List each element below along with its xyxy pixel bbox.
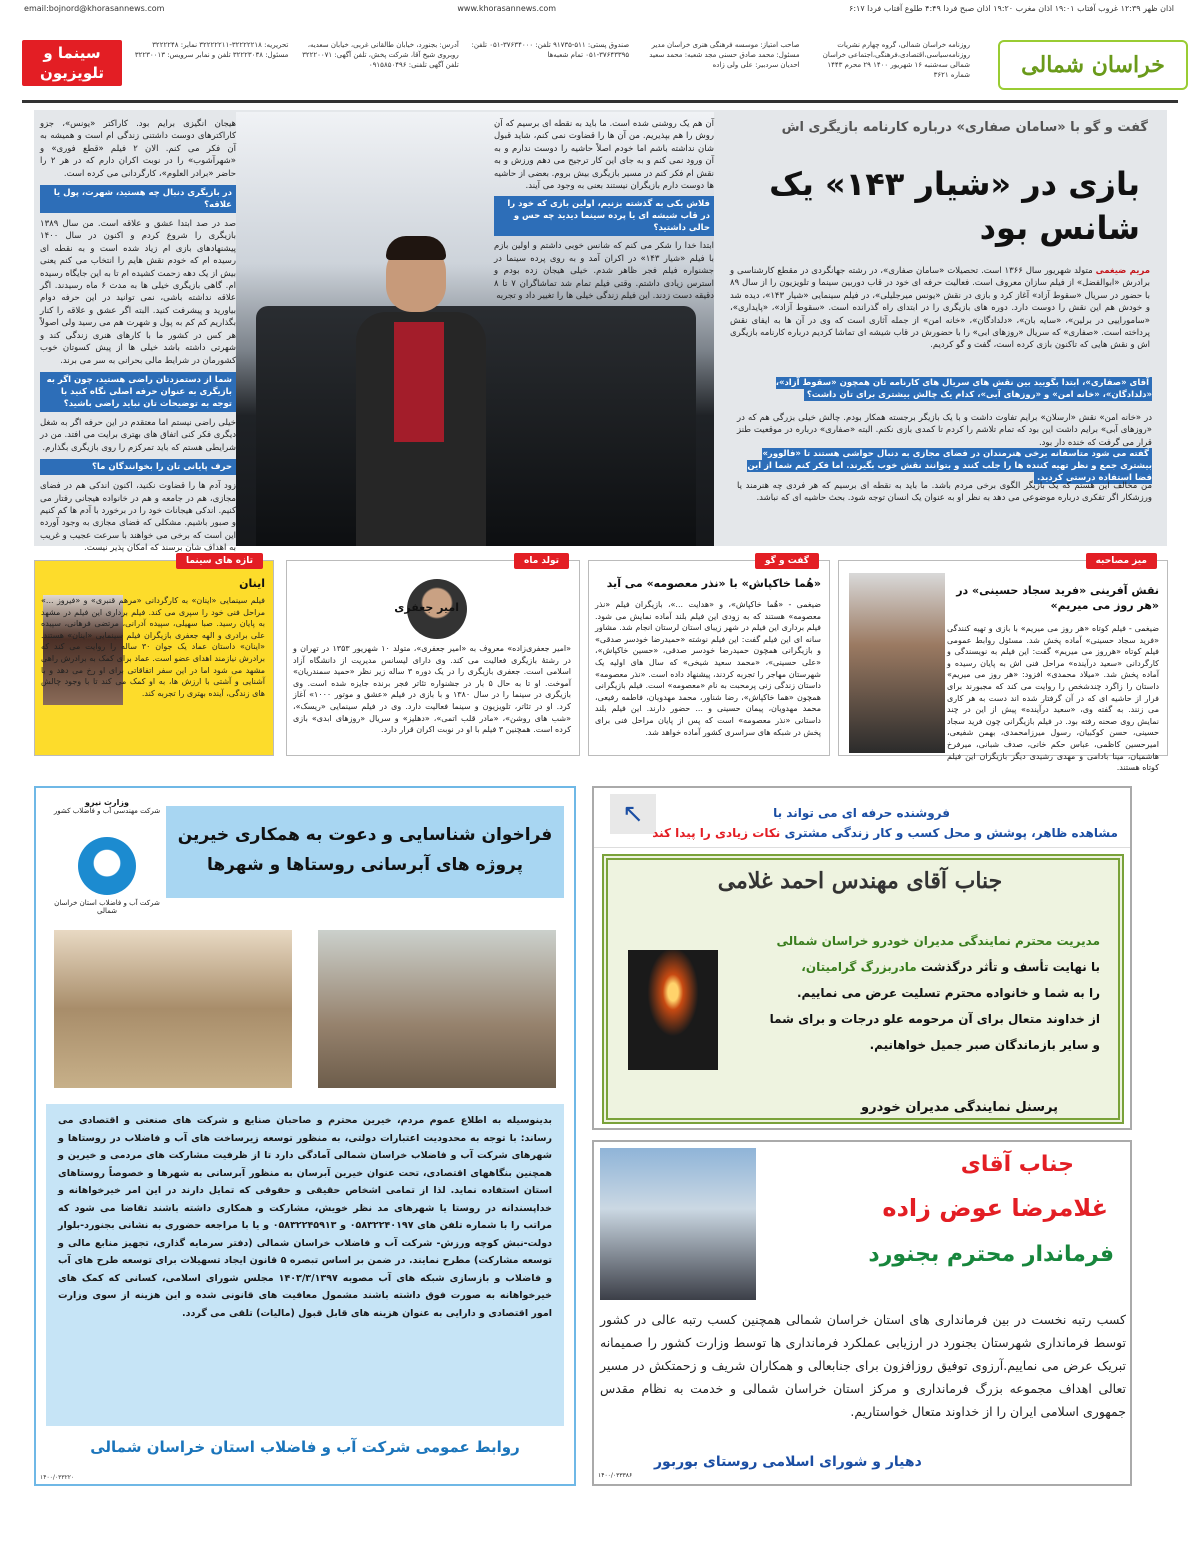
answer-2: من مخالف این هستم که یک بازیگر الگوی برخی مردم باشد. ما باید به نقطه ای برسیم که هر فردی چه هنرمند یا ورزشکار اگر تفکری درباره موضوعی می دهد به نظر او به عنوان یک انسان توجه شود. بحث حاشیه ای که نباشد. xyxy=(737,481,1152,504)
ad-signature: روابط عمومی شرکت آب و فاضلاب استان خراسان شمالی xyxy=(90,1438,520,1456)
congratulation-ad xyxy=(592,1140,1132,1486)
masthead-col: صندوق پستی: ۵۱۱-۹۱۷۳۵ تلفن: ۳۷۶۳۴۰۰۰-۰۵۱ تلفن: ۳۷۶۴۳۳۹۵-۰۵۱ تمام شعبه‌ها xyxy=(471,41,630,59)
section-text: «امیر جعفری‌زاده» معروف به «امیر جعفری»، متولد ۱۰ شهریور ۱۳۵۳ در تهران و در رشتهٔ بازیگری فعالیت می کند. وی دارای لیسانس مدیریت از دانشگاه آزاد اسلامی است. جعفری بازیگری را در یک دوره ۳ ساله زیر نظر «حمید سمندریان» آموخت. او تا به حال ۵ بار در جشنواره تئاتر فجر برنده جایزه شده است. وی بازیگری در سینما را در سال ۱۳۸۰ و با بازی در فیلم «عشق و موتور ۱۰۰۰» آغاز کرد. او در تئاتر، تلویزیون و سینما فعالیت دارد. وی در فیلم سینمایی «ریسک»، «شب های روشن»، «مادر قلب اتمی»، «دهلیز» و سریال «روزهای ابدی» بازی کرده است. همچنین ۳ فیلم با او در نوبت اکران قرار دارد. xyxy=(293,644,572,735)
newspaper-logo: خراسان شمالی xyxy=(998,40,1188,90)
section-title: نقش آفرینی «فرید سجاد حسینی» در «هر روز می میریم» xyxy=(956,584,1159,612)
section-text: ضیغمی - «هُما خاکپاش»، و «هدایت ...»، بازیگران فیلم «نذر معصومه» هستند که به زودی این فیلم بلند آماده نمایش می شود. فیلم برداری این فیلم در شهر زیبای استان لرستان انجام شد. مشاور سانه ای این فیلم گفت: این فیلم نوشته «حمیدرضا خودسر صدقی» و بازیگرانی همچون حمیدرضا خودسر صدقی، «حسین خاکپاش»، «علی حسینی»، «محمد سعید شیخی» که سال های اولیه یک شهرستان مهاجر را تجربه کردند، پیشنهاد داده است. «نذر معصومه» داستان زندگی زنی پرمحبت به نام «معصومه» است. فیلم بازیگرانی همچون «هما خاکپاش»، رضا شناور، محمد مهدویان، فاطمه رفیعی، محمد مهدویان، پیمان حسینی و ... حضور دارند. این فیلم بلند داستانی «نذر معصومه» است که پس از پایان مراحل فنی برای پخش در شبکه های سراسری کشور آماده خواهد شد. xyxy=(595,600,821,737)
section-tab: میز مصاحبه xyxy=(1086,553,1157,569)
actor-hair-shape xyxy=(386,236,446,260)
masthead-col: صاحب امتیاز: موسسه فرهنگی هنری خراسان مدیر مسئول: محمد صادق حسنی مجد شعبه: محمد سعید احدیان سردبیر: علی ولی زاده xyxy=(649,41,800,69)
ad-code: ۱۴۰۰/۰۳۳۳۸۶ xyxy=(598,1472,633,1479)
condolence-line xyxy=(630,954,1100,980)
water-photo-1 xyxy=(54,930,292,1088)
congrats-body: کسب رتبه نخست در بین فرمانداری های استان خراسان شمالی همچنین کسب رتبه عالی در کشور توسط فرمانداری شهرستان بجنورد در ارزیابی عملکرد فرمانداری ها توسط وزارت کشور را صمیمانه تبریک عرض می نماییم.آرزوی توفیق روزافزون برای جنابعالی و همکاران شریف و زحمتکش در مسیر تعالی اهداف مجموعه بزرگ فرمانداری و مرکز استان خراسان شمالی و خدمت به نظام مقدس جمهوری اسلامی ایران را از خداوند متعال خواستاریم. xyxy=(600,1312,1126,1419)
question-2 xyxy=(737,448,1152,484)
ad-title: فراخوان شناسایی و دعوت به همکاری خیرین پروژه های آبرسانی روستاها و شهرها xyxy=(166,806,564,898)
masthead-info xyxy=(130,40,970,100)
middle-column xyxy=(494,118,714,302)
middle-question: فلاش بکی به گذشته بزنیم، اولین بازی که خود را در قاب شیشه ای یا پرده سینما دیدید چه حس و حالی داشتید؟ xyxy=(494,196,714,236)
section-label: سینما و تلویزیون xyxy=(22,40,122,86)
banner-highlight: نکات زیادی را پیدا کند xyxy=(652,826,781,840)
masthead-col: روزنامه خراسان شمالی، گروه چهارم نشریات روزنامه‌سیاسی،اقتصادی،فرهنگی،اجتماعی خراسان شمالی سه‌شنبه ۱۶ شهریور ۱۴۰۰ ۲۹ محرم ۱۴۴۳ شماره ۳۶۲۱ xyxy=(822,41,970,79)
section-tab: تازه های سینما xyxy=(176,553,263,569)
question-1 xyxy=(737,377,1152,401)
lead-text: متولد شهریور سال ۱۳۶۶ است. تحصیلات «سامان صفاری»، در رشته جهانگردی در مقطع کارشناسی و برادرش «ابوالفضل» از فیلم سازان معروف است. فعالیت حرفه ای خود در قاب دوربین سینما و تلویزیون را از سال ۸۹ با حضور در سریال «سقوط آزاد» آغاز کرد و بازی در نقش «یونس میرجلیلی»، در فیلم سینمایی «شیار ۱۴۳»، دیده شد و خودش هم این نقش را دوست دارد. دوره های بازیگری را در ابتدای راه گذرانده است. «سقوط آزاد»، «پایداری»، «ساموراییی در برلین»، «سایه بان»، «دلدادگان»، «خانه امن» از جمله آثاری است که وی در آن ها به ایفای نقش پرداخته است. «صفاری» که سریال «روزهای ابی» را با حضورش در قاب شیشه ای تماشا کردیم درباره کارنامه بازیگری اش و نقش هایی که تاکنون بازی کرده است، گفت و گو کردیم. xyxy=(730,266,1150,351)
section-title: «هُما خاکپاش» با «نذر معصومه» می آید xyxy=(606,577,821,590)
section-interview-desk xyxy=(838,556,1168,773)
congrats-signature: دهیار و شورای اسلامی روستای بوربور xyxy=(654,1454,922,1470)
section-text: فیلم سینمایی «اینان» به کارگردانی «مرهم قنبری» و «فیروز ...» مراحل فنی خود را سپری می کند. فیلم برداری این فیلم در مشهد به پایان رسید. صبا سهیلی، سپیده آدرانی، مرتضی فرهانی، سپیده علی برادری و الهه جعفری بازیگران فیلم سینمایی «اینان» هستند. «اینان» داستان عماد یک جوان ۳۰ ساله را روایت می کند که برادرش نیازمند اهدای عضو است. عماد برای کمک به برادرش راهی مشهد می شود اما در این سفر اتفاقاتی برای او رخ می دهد و با آشنایی و آشتی با ارزش ها، به او کمک می کند تا با وجود چالش های زندگی، آینده بهتری را تجربه کند. xyxy=(41,596,266,698)
section-birthday xyxy=(286,556,580,756)
arrow-icon: ↖ xyxy=(610,794,656,834)
middle-text-2: ابتدا خدا را شکر می کنم که شانس خوبی داشتم و اولین بازم با فیلم «شیار ۱۴۳» در اکران آمد و به روی پرده سینما در جشنواره فیلم فجر ظاهر شدم. خیلی هیجان زده بودم و استرس زیادی داشتم. وقتی فیلم تمام شد تماشاگران ۷ تا ۸ دقیقه دست زدند. این فیلم زندگی خیلی ها را تغییر داد و تجربه xyxy=(494,241,715,302)
congrats-title-3: فرماندار محترم بجنورد xyxy=(868,1242,1114,1267)
left-column xyxy=(40,118,236,555)
left-subhead-3: حرف پایانی تان را بخوانندگان ما؟ xyxy=(40,459,236,475)
condolence-signature: پرسنل نمایندگی مدیران خودرو xyxy=(861,1100,1058,1115)
left-subhead-2: شما از دستمزدتان راضی هستید، چون اگر به بازیگری به عنوان حرفه اصلی نگاه کنید با توجه به توضیحات تان نباید راضی باشید؟ xyxy=(40,372,236,412)
condolence-ad xyxy=(592,786,1132,1130)
left-text-2: صد در صد ابتدا عشق و علاقه است. من سال ۱۳۸۹ بازیگری را شروع کردم و اکنون در سال ۱۴۰۰ پیشنهادهای بازی ام زیاد شده است و به نقطه ای رسیده ام که خودم نقش هایم را انتخاب می کنم یعنی بیش از یک دهه زحمت کشیده ام تا به این جایگاه رسیده ام. گاهی بازیگری خیلی ها به مدت ۶ ماه رسیدند. اگر علاقه نداشته باشی، نمی توانید در این حرفه دوام بیاورید و پیشرفت کنید. البته اگر عشق و علاقه را کنار بگذاریم کم کم به پول و شهرت هم می رسید ولی اصولاً هر کس در کشور ما با کارهای هنری زندگی کند و شهرتی داشته باشد خیلی ها از پیش کسوتان خوب کشورمان در شرایط مالی بحرانی به سر می برند. xyxy=(40,219,236,366)
section-title: اینان xyxy=(239,577,265,590)
ad-body: بدینوسیله به اطلاع عموم مردم، خیرین محترم و صاحبان صنایع و شرکت های صنعتی و اقتصادی می رساند: با توجه به محدودیت اعتبارات دولتی، به منظور توسعه زیرساخت های آب و فاضلاب در روستاها و شهرهای شرکت آب و فاضلاب خراسان شمالی آمادگی دارد تا از ظرفیت مشارکت های مردمی و خیرین و همچنین بنگاههای اقتصادی، تحت عنوان خیرین آبرسان به منظور آبرسانی به شهرها و خصوصاً روستاهای استان استفاده نماید. لذا از تمامی اشخاص حقیقی و حقوقی که تمایل دارند در این امر خیرخواهانه و خداپسندانه در روستا یا شهرهای مد نظر خویش، مشارکت و همکاری داشته باشند تقاضا می شود که مراتب را با شماره تلفن های ۰۵۸۳۲۲۴۰۱۹۷ و ۰۵۸۳۲۲۴۵۹۱۳ و یا با مراجعه حضوری به نشانی بجنورد-بلوار دولت-نبش کوچه ورزش- شرکت آب و فاضلاب خراسان شمالی (دفتر سرمایه گذاری، تجهیز منابع مالی و توسعه مشارکت) مطرح نمایند. در ضمن بر اساس تبصره ۵ قانون ایجاد تسهیلات برای توسعه طرح های آب و فاضلاب و بازسازی شبکه های آب مصوبه ۱۴۰۳/۳/۱۳۹۷ مجلس شورای اسلامی، کسانی که کمک های خیرخواهانه به صورت فوق داشته باشند مشمول معافیت های قانونی شده و این هزینه از سوی وزارت امور اقتصادی و دارایی به عنوان هزینه های قابل قبول (مالیات) تلقی می گردد. xyxy=(46,1104,564,1426)
water-drop-logo-icon xyxy=(78,837,136,895)
section-title: امیر جعفری xyxy=(394,601,459,614)
left-text-4: زود آدم ها را قضاوت نکنید، اکنون اندکی هم در فضای مجازی، هم در جامعه و هم در خانواده هیجانی رفتار می کنیم. اندکی هیجانات خود را در برخورد با آدم ها کم کنیم و صبور باشیم. مشکلی که فضای مجازی به وجود آورده این است که برخی می خواهند با سرعت عجیب و غریب به اهداف شان برسند که امکان پذیر نیست. xyxy=(39,481,236,554)
masthead-col: تحریریه: ۳۲۲۲۲۲۱۸-۳۲۲۲۲۲۱۱ نمابر: ۳۲۲۲۲۴۸ مسئول: ۳۲۲۲۳۰۳۸ تلفن و نمابر سرویس: ۳۲۲۳۰۰۱۳ xyxy=(134,41,289,59)
article-headline: بازی در «شیار ۱۴۳» یک شانس بود xyxy=(769,165,1140,247)
section-tab: گفت و گو xyxy=(755,553,819,569)
deceased-relation: مادربزرگ گرامیتان، xyxy=(801,960,917,974)
condolence-text-part: با نهایت تأسف و تأثر درگذشت xyxy=(920,960,1100,974)
congrats-title-1: جناب آقای xyxy=(960,1152,1074,1177)
condolence-line: از خداوند متعال برای آن مرحومه علو درجات و برای شما xyxy=(769,1012,1100,1026)
banner-text: مشاهده ظاهر، پوشش و محل کسب و کار زندگی مشتری xyxy=(784,826,1118,840)
condolence-line: و سایر بازماندگان صبر جمیل خواهانیم. xyxy=(869,1038,1100,1052)
banner-line-2 xyxy=(652,826,1118,840)
governor-photo xyxy=(600,1148,756,1300)
question-text: آقای «صفاری»، ابتدا بگویید بین نقش های سریال های کارنامه تان همچون «سقوط آزاد»، «دلدادگان»، «خانه امن» و «روزهای آبی»، کدام یک چالش بیشتری برای تان داشت؟ xyxy=(775,378,1152,400)
section-conversation xyxy=(588,556,830,756)
sales-banner xyxy=(594,788,1130,848)
congrats-title-2: غلامرضا عوض زاده xyxy=(882,1194,1108,1222)
article-lead xyxy=(730,265,1150,352)
water-company-logo-box xyxy=(46,798,168,918)
condolence-line: را به شما و خانواده محترم تسلیت عرض می نماییم. xyxy=(796,986,1100,1000)
question-text: گفته می شود متاسفانه برخی هنرمندان در فضای مجازی به دنبال حواشی هستند تا «فالوور» بیشتری جمع و نظر تهیه کننده ها را جلب کنند و بتوانند نقش خوب بگیرند. اما فکر کنم شما از این فضا استفاده درستی کردید. xyxy=(747,449,1152,483)
company-name: شرکت آب و فاضلاب استان خراسان شمالی xyxy=(54,899,160,915)
recipient-name: جناب آقای مهندس احمد غلامی xyxy=(717,868,1003,894)
website-link[interactable]: www.khorasannews.com xyxy=(457,4,557,13)
article-kicker: گفت و گو با «سامان صفاری» درباره کارنامه بازیگری اش xyxy=(781,120,1148,135)
author-name: مریم ضیغمی xyxy=(1095,266,1150,276)
left-text-3: خیلی راضی نیستم اما معتقدم در این حرفه اگر به شغل دیگری فکر کنی اتفاق های بهتری برایت می افتد. من در شرایطی هستم که باید تمرکزم را روی بازیگری بگذارم. xyxy=(40,417,236,453)
masthead xyxy=(0,0,1200,108)
prayer-times: اذان ظهر ۱۲:۳۹ غروب آفتاب ۱۹:۰۱ اذان مغرب ۱۹:۲۰ اذان صبح فردا ۴:۴۹ طلوع آفتاب فردا ۶:۱۷ xyxy=(849,4,1174,13)
section-text: ضیغمی - فیلم کوتاه «هر روز می میریم» با بازی و تهیه کنندگی «فرید سجاد حسینی» آماده پخش شد. مسئول روابط عمومی فیلم کوتاه «هرروز می میریم» گفت: این فیلم به نویسندگی و کارگردانی «سعید درآینده» مراحل فنی اش به پایان رسیده و آماده پخش شد. «میلاد محمدی» افزود: «هر روز می میریم» داستان را زاگرد چندشخص را روایت می کند که مجبورند برای فرار از حاشیه ای که در آن گرفتار شده اند دست به هر کاری می زنند. به گفته وی، «سعید درآینده» پیش از این در چند نمایش روی صحنه رفته بود. در فیلم بازیگرانی چون فرید سجاد حسینی، حسن کوکبیان، رسول میرزامحمدی، بهمن شفیعی، امیرحسین کاظمی، عباس حکم خانی، صدف شبانی، میرفرخ هاشمیان، مینا بادامی و مهدی رشیدی دیگر بازیگران این فیلم کوتاه هستند. xyxy=(947,624,1159,773)
left-subhead-1: در بازیگری دنبال چه هستید، شهرت، پول یا علاقه؟ xyxy=(40,185,236,213)
masthead-topline xyxy=(24,4,1174,18)
middle-text-1: آن هم یک روشنی شده است. ما باید به نقطه ای برسیم که آن روش را هم بپذیریم. من آن ها را قضاوت نمی کنم، شاید قبول شان نداشته باشم اما خودم اصلاً حاشیه را دوست ندارم و به آن ورود نمی کنم و به جای این کار ترجیح می دهم ورزش و به نقش ام فکر کنم در مسیر بازیگری بیش بروم. بعضی از حاشیه ها دوست دارم بازیگران نیستند بعنی به وجود می آیند. xyxy=(494,119,714,192)
left-text-1: هیجان انگیزی برایم بود. کاراکتر «یونس»، جزو کاراکترهای دوست داشتنی زندگی ام است و همیشه به آن فکر می کنم. الان ۲ فیلم «قطع فوری» و «شهرآشوب» را در نوبت اکران دارم که در هر ۲ را حاضر «برادر العلوم»، کارگردانی می کرده است. xyxy=(40,119,236,179)
actor-sweater-shape xyxy=(394,322,444,442)
answer-1: در «خانه امن» نقش «ارسلان» برایم تفاوت داشت و با یک بازیگر برجسته همکار بودم. چالش خیلی بزرگی هم که در «روزهای آبی» برایم داشت این بود که تمام تلاشم را کردم تا کمدی بازی نکنم. البته «صفاری» درباره در موقعیت طنز قرار می گرفت که خنده دار بود. xyxy=(737,413,1152,448)
water-photo-2 xyxy=(318,930,556,1088)
banner-line-1: فروشنده حرفه ای می تواند با xyxy=(773,806,950,820)
water-company-ad xyxy=(34,786,576,1486)
masthead-divider xyxy=(22,100,1178,103)
condolence-line: مدیریت محترم نمایندگی مدیران خودرو خراسان شمالی xyxy=(776,934,1100,948)
ad-code: ۱۴۰۰/۰۳۳۲۲۰ xyxy=(40,1474,75,1481)
masthead-col: آدرس: بجنورد، خیابان طالقانی غربی، خیابان سعدیه، روبروی شیخ آقا، شرکت پخش، تلفن آگهی: ۳۲۲۲۰۰۷۱ تلفن آگهی تلفنی: ۰۹۱۵۸۵۰۴۹۶ xyxy=(302,41,459,69)
email-link[interactable]: email:bojnord@khorasannews.com xyxy=(24,4,165,13)
section-new-cinema xyxy=(34,556,274,756)
actor-photo-farid xyxy=(849,573,945,753)
section-tab: تولد ماه xyxy=(514,553,569,569)
condolence-text xyxy=(630,928,1100,1058)
condolence-frame xyxy=(602,854,1124,1124)
ministry-name: وزارت نیرو xyxy=(85,798,129,807)
company-line: شرکت مهندسی آب و فاضلاب کشور xyxy=(53,807,161,815)
